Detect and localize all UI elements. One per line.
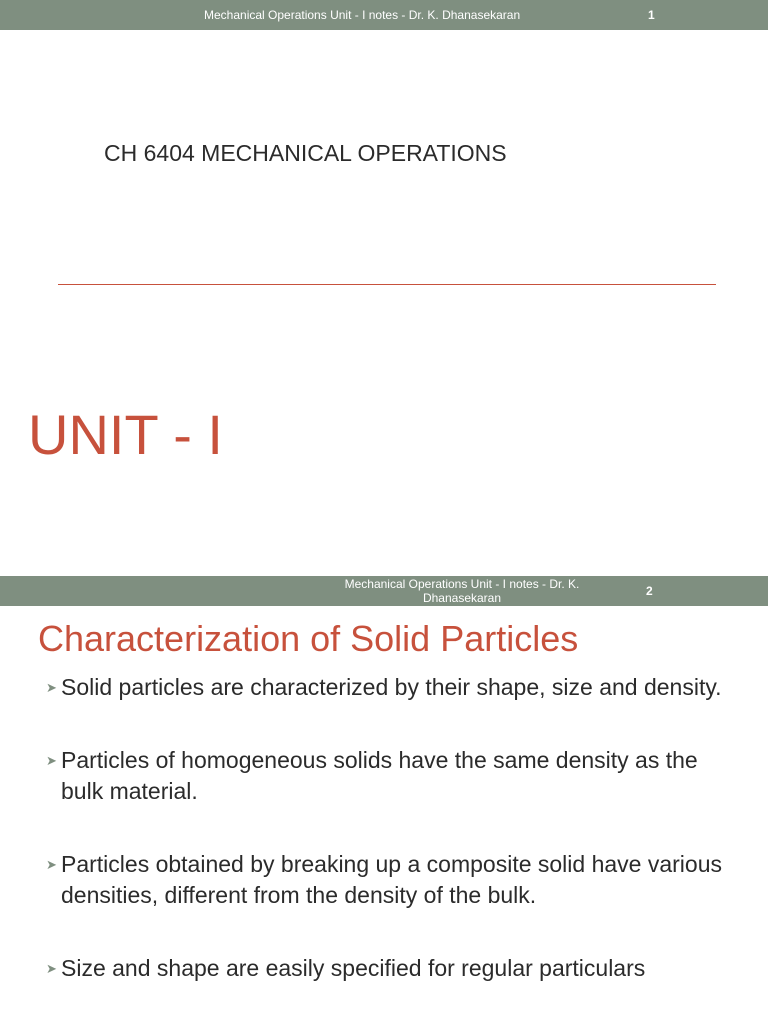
slide-2-page-number: 2 <box>646 584 653 598</box>
title-divider <box>58 284 716 285</box>
bullet-item <box>44 953 744 984</box>
slide-2 <box>0 576 768 1024</box>
course-title: CH 6404 MECHANICAL OPERATIONS <box>104 140 507 166</box>
bullet-item <box>44 672 744 703</box>
slide-2-footer-bar <box>0 576 768 606</box>
slide-2-title: Characterization of Solid Particles <box>38 618 579 659</box>
bullet-text: Size and shape are easily specified for regular particulars <box>61 955 646 981</box>
arrow-bullet-icon: ➤ <box>46 753 57 768</box>
unit-title: UNIT - I <box>28 403 223 466</box>
bullet-text: Particles of homogeneous solids have the same density as the bulk material. <box>61 747 698 804</box>
arrow-bullet-icon: ➤ <box>46 857 57 872</box>
slide-2-footer-text: Mechanical Operations Unit - I notes - Dr. K. Dhanasekaran <box>344 577 580 605</box>
arrow-bullet-icon: ➤ <box>46 680 57 695</box>
slide-1-page-number: 1 <box>648 8 655 22</box>
slide-1-footer-text: Mechanical Operations Unit - I notes - Dr. K. Dhanasekaran <box>204 8 521 22</box>
bullet-item <box>44 745 744 807</box>
bullet-item <box>44 849 744 911</box>
bullet-text: Particles obtained by breaking up a composite solid have various densities, different from the density of the bulk. <box>61 851 722 908</box>
slide-1-footer-bar <box>0 0 768 30</box>
bullet-text: Solid particles are characterized by their shape, size and density. <box>61 674 722 700</box>
bullet-list <box>44 672 744 1024</box>
arrow-bullet-icon: ➤ <box>46 961 57 976</box>
